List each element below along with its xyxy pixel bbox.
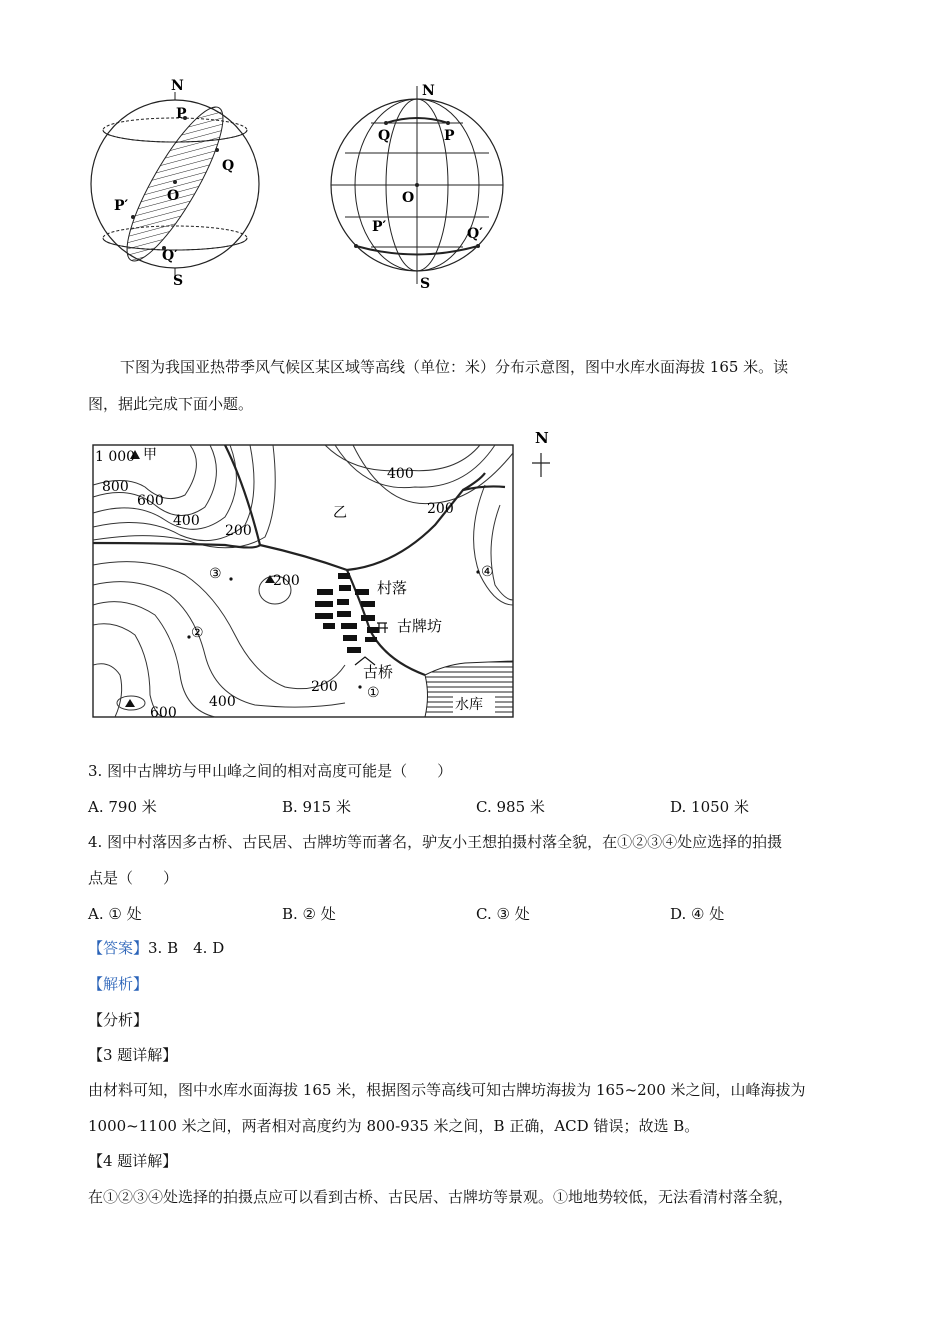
- globe-diagram-2: [325, 78, 515, 298]
- q4-stem-line-2: 点是（ ）: [88, 869, 179, 887]
- globe2-o-label: O: [402, 190, 415, 206]
- fenxi-tag: 【分析】: [88, 1011, 149, 1029]
- detail3-tag: 【3 题详解】: [88, 1046, 178, 1064]
- map-contour-400b: 400: [387, 466, 414, 482]
- globe1-q2-label: Q′: [162, 248, 178, 264]
- q4-option-b[interactable]: B. ② 处: [282, 905, 336, 923]
- map-contour-200a: 200: [225, 523, 252, 539]
- map-reservoir-label: 水库: [455, 697, 483, 713]
- map-north-label: N: [535, 429, 549, 447]
- globe-diagram-1: [80, 70, 280, 290]
- map-contour-600b: 600: [150, 705, 177, 721]
- detail4-tag: 【4 题详解】: [88, 1152, 178, 1170]
- map-contour-800: 800: [102, 479, 129, 495]
- intro-line-1: 下图为我国亚热带季风气候区某区域等高线（单位：米）分布示意图，图中水库水面海拔 165 米。读: [120, 358, 789, 376]
- globe1-n-label: N: [171, 78, 184, 94]
- map-yi-label: 乙: [333, 505, 347, 521]
- intro-line-2: 图，据此完成下面小题。: [88, 395, 254, 413]
- q3-option-a[interactable]: A. 790 米: [88, 798, 157, 816]
- map-archway-label: 古牌坊: [397, 617, 443, 635]
- contour-map: [85, 425, 565, 725]
- detail4-line-1: 在①②③④处选择的拍摄点应可以看到古桥、古民居、古牌坊等景观。①地地势较低，无法看清村落全貌，: [88, 1188, 794, 1206]
- globe1-p-label: P: [176, 106, 187, 122]
- map-point-2: ②: [191, 625, 204, 641]
- globe1-o-label: O: [167, 188, 180, 204]
- answer-text: 3. B 4. D: [148, 939, 225, 957]
- map-point-1: ①: [367, 685, 380, 701]
- map-point-4: ④: [481, 564, 494, 580]
- map-bridge-label: 古桥: [363, 663, 394, 681]
- q4-option-c[interactable]: C. ③ 处: [476, 905, 530, 923]
- detail3-line-2: 1000~1100 米之间，两者相对高度约为 800-935 米之间，B 正确，ACD 错误；故选 B。: [88, 1117, 700, 1135]
- q4-option-a[interactable]: A. ① 处: [88, 905, 142, 923]
- analysis-tag: 【解析】: [88, 975, 149, 993]
- globe2-p2-label: P′: [372, 219, 387, 235]
- globe2-q-label: Q: [378, 128, 391, 144]
- globe2-n-label: N: [422, 83, 435, 99]
- map-contour-600a: 600: [137, 493, 164, 509]
- map-village-label: 村落: [377, 579, 408, 597]
- globe2-p-label: P: [444, 128, 455, 144]
- q4-stem-line-1: 4. 图中村落因多古桥、古民居、古牌坊等而著名，驴友小王想拍摄村落全貌，在①②③④处应选择的拍摄: [88, 833, 783, 851]
- map-point-3: ③: [209, 566, 222, 582]
- globe1-s-label: S: [173, 273, 184, 289]
- answer-tag: 【答案】: [88, 939, 149, 957]
- map-jia-label: 甲: [143, 447, 157, 463]
- globe2-q2-label: Q′: [467, 226, 483, 242]
- globe2-s-label: S: [420, 276, 431, 292]
- map-contour-400c: 400: [209, 694, 236, 710]
- q3-option-d[interactable]: D. 1050 米: [670, 798, 749, 816]
- q4-option-d[interactable]: D. ④ 处: [670, 905, 725, 923]
- q3-option-c[interactable]: C. 985 米: [476, 798, 545, 816]
- globe1-p2-label: P′: [114, 198, 129, 214]
- globe1-q-label: Q: [222, 158, 235, 174]
- map-contour-400a: 400: [173, 513, 200, 529]
- detail3-line-1: 由材料可知，图中水库水面海拔 165 米，根据图示等高线可知古牌坊海拔为 165~200 米之间，山峰海拔为: [88, 1081, 806, 1099]
- q3-stem: 3. 图中古牌坊与甲山峰之间的相对高度可能是（ ）: [88, 762, 453, 780]
- map-hill-200: 200: [273, 573, 300, 589]
- map-contour-200b: 200: [427, 501, 454, 517]
- q3-option-b[interactable]: B. 915 米: [282, 798, 351, 816]
- answer-line: [88, 938, 224, 958]
- map-peak-jia-elev: 1 000: [95, 449, 136, 465]
- map-contour-200c: 200: [311, 679, 338, 695]
